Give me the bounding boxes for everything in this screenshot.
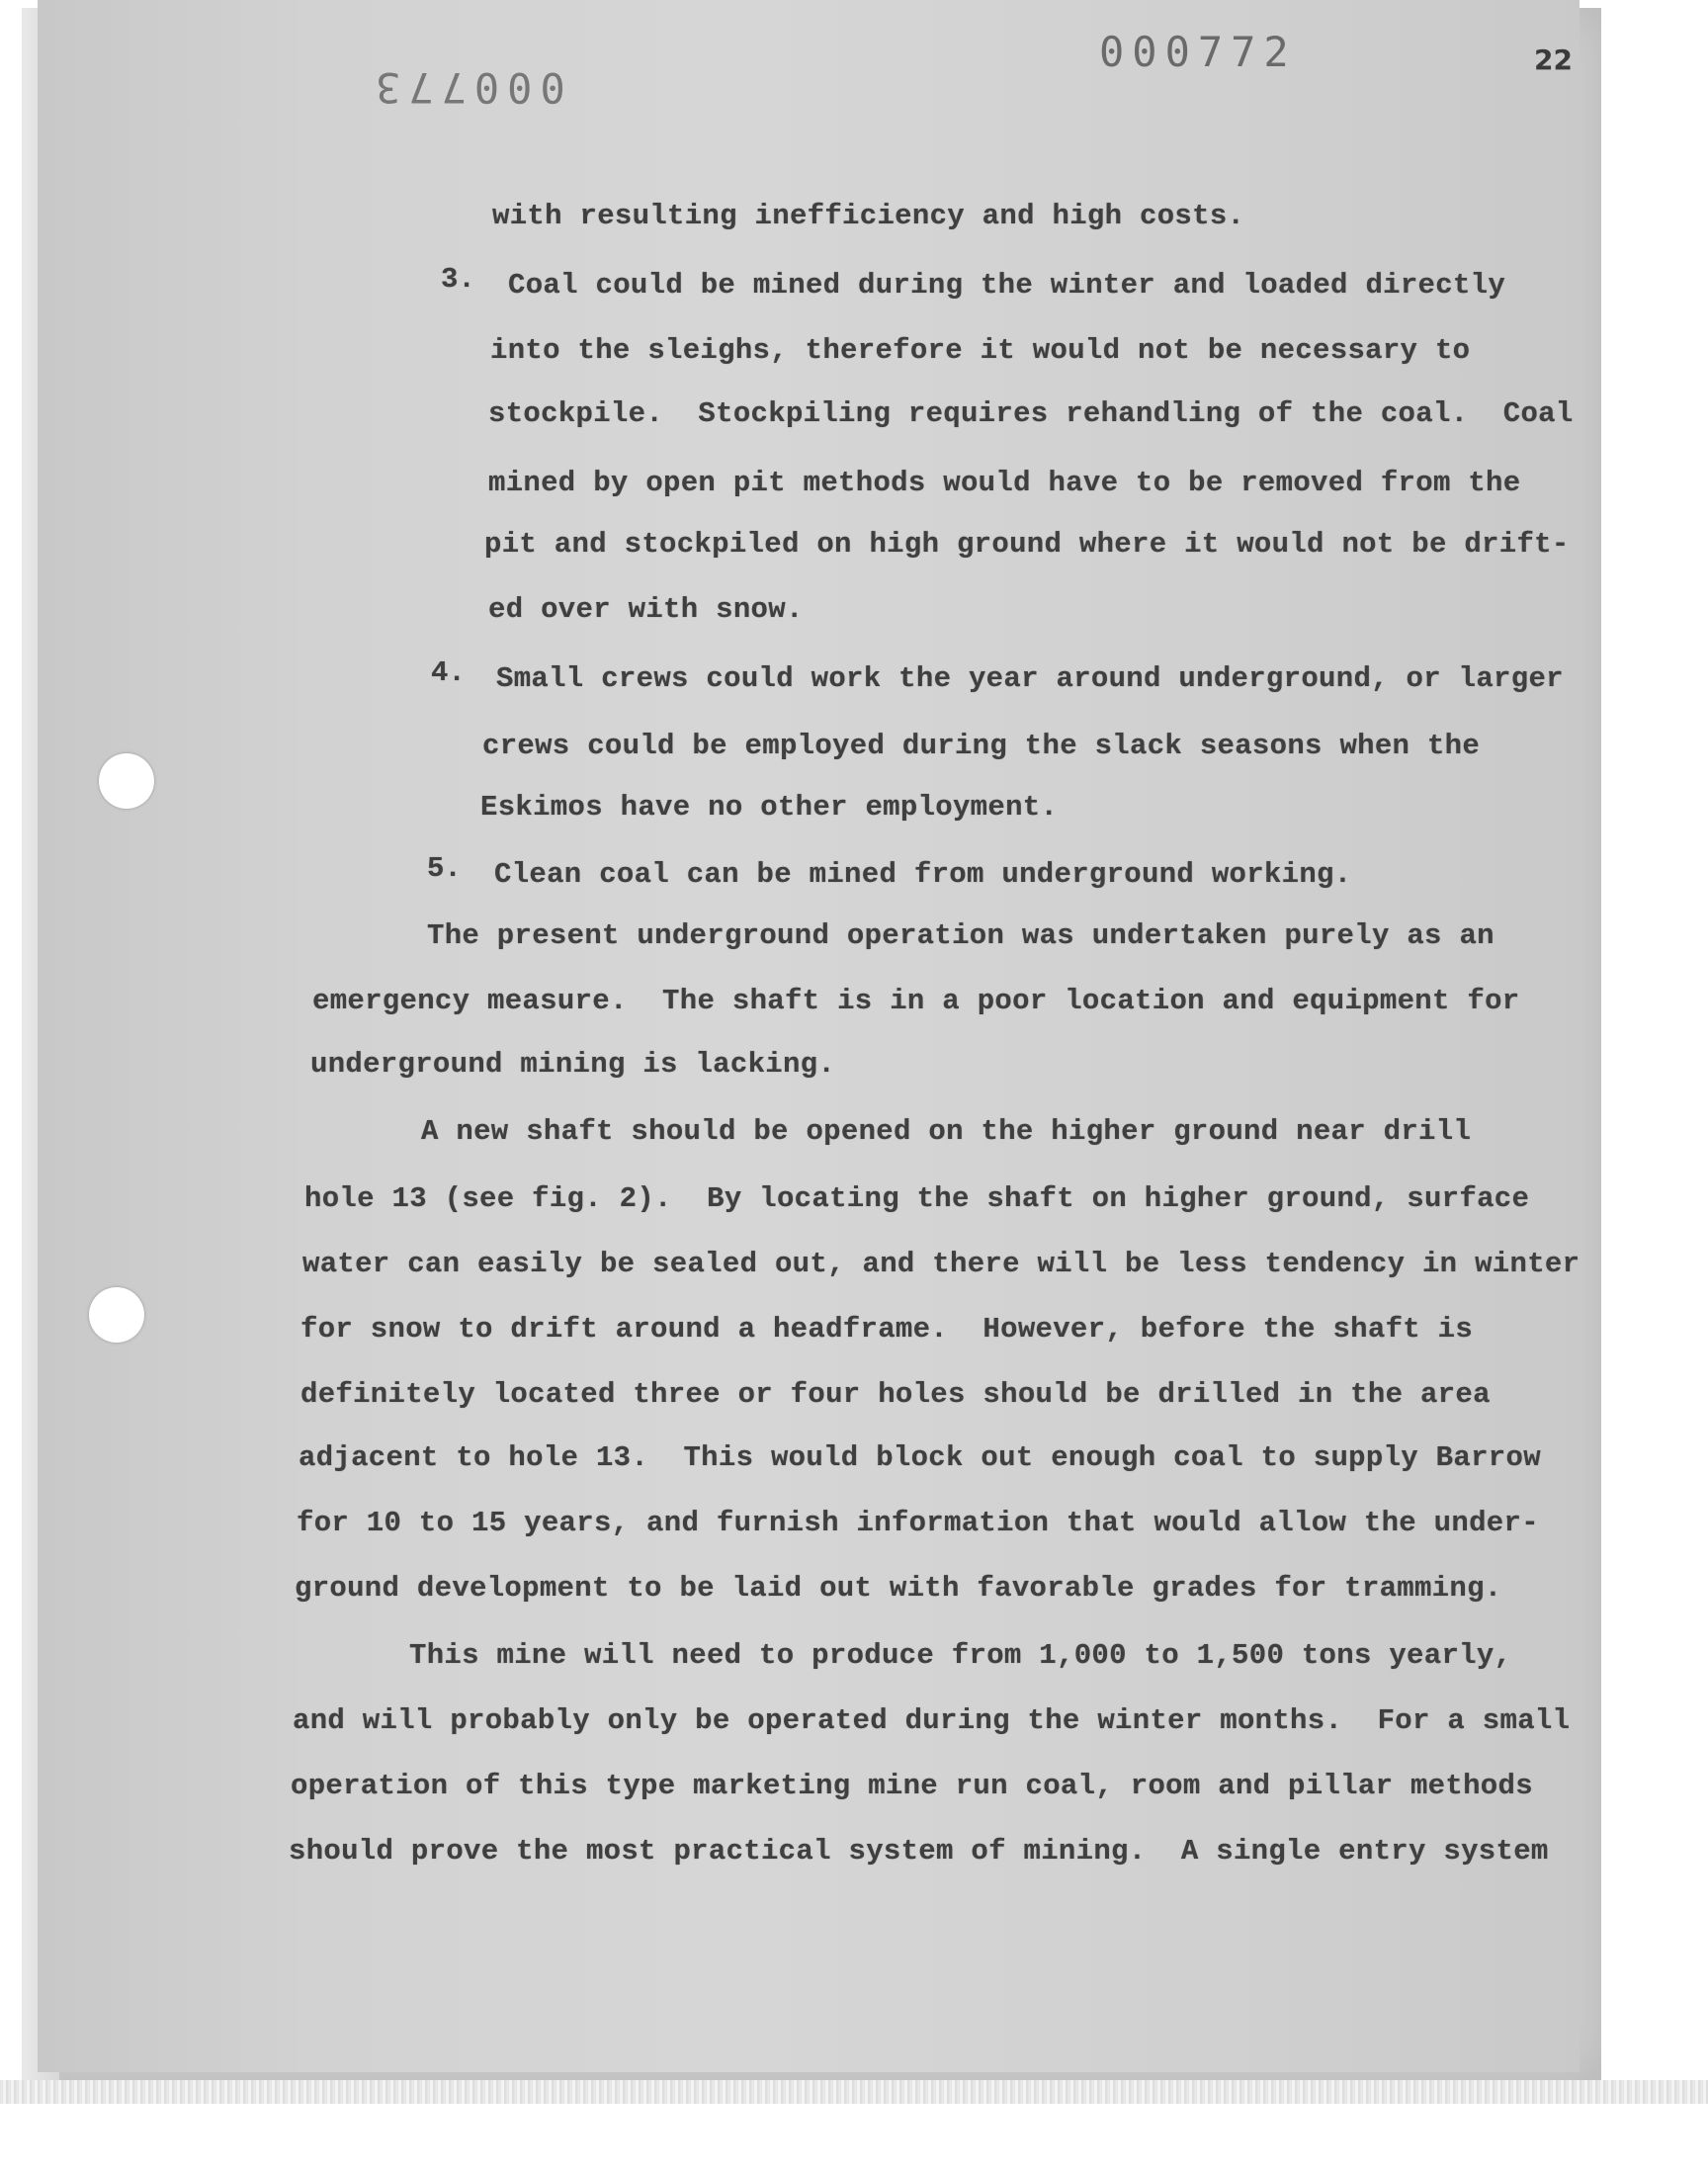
text-line: crews could be employed during the slack seasons when the <box>482 730 1481 762</box>
text-line: into the sleighs, therefore it would not be necessary to <box>490 334 1471 367</box>
list-number: 3. <box>441 263 475 296</box>
document-stamp-number-inverted: 000773 <box>368 63 565 112</box>
text-line: should prove the most practical system of mining. A single entry system <box>289 1835 1549 1868</box>
text-line: ed over with snow. <box>488 593 804 626</box>
punch-hole <box>89 1287 144 1343</box>
page-number: 22 <box>1534 44 1573 76</box>
text-line: Coal could be mined during the winter and loaded directly <box>508 269 1506 302</box>
text-line: A new shaft should be opened on the higher ground near drill <box>421 1115 1472 1148</box>
text-line: Eskimos have no other employment. <box>480 791 1059 824</box>
text-line: water can easily be sealed out, and there will be less tendency in winter <box>302 1248 1580 1280</box>
list-number: 5. <box>427 852 462 885</box>
paper-shading <box>38 0 1580 2072</box>
text-line: for 10 to 15 years, and furnish information that would allow the under- <box>297 1507 1539 1539</box>
text-line: for snow to drift around a headframe. However, before the shaft is <box>300 1313 1474 1346</box>
punch-hole <box>99 753 154 809</box>
text-line: This mine will need to produce from 1,000 to 1,500 tons yearly, <box>409 1639 1512 1672</box>
text-line: emergency measure. The shaft is in a poor location and equipment for <box>312 985 1520 1017</box>
text-line: definitely located three or four holes should be drilled in the area <box>300 1378 1491 1411</box>
text-line: operation of this type marketing mine run coal, room and pillar methods <box>291 1770 1533 1802</box>
text-line: underground mining is lacking. <box>310 1048 836 1081</box>
text-line: ground development to be laid out with favorable grades for tramming. <box>295 1572 1502 1605</box>
text-line: The present underground operation was undertaken purely as an <box>427 919 1494 952</box>
text-line: hole 13 (see fig. 2). By locating the shaft on higher ground, surface <box>304 1182 1530 1215</box>
text-line: and will probably only be operated during the winter months. For a small <box>293 1704 1571 1737</box>
scan-bottom-edge <box>0 2080 1708 2104</box>
text-line: with resulting inefficiency and high costs. <box>492 200 1245 232</box>
text-line: mined by open pit methods would have to be removed from the <box>488 467 1521 499</box>
list-number: 4. <box>431 656 466 689</box>
text-line: Small crews could work the year around underground, or larger <box>496 662 1564 695</box>
text-line: Clean coal can be mined from underground working. <box>494 858 1352 891</box>
text-line: adjacent to hole 13. This would block out enough coal to supply Barrow <box>299 1441 1541 1474</box>
text-line: stockpile. Stockpiling requires rehandling of the coal. Coal <box>488 397 1574 430</box>
text-line: pit and stockpiled on high ground where it would not be drift- <box>484 528 1570 561</box>
document-stamp-number: 000772 <box>1099 28 1297 76</box>
